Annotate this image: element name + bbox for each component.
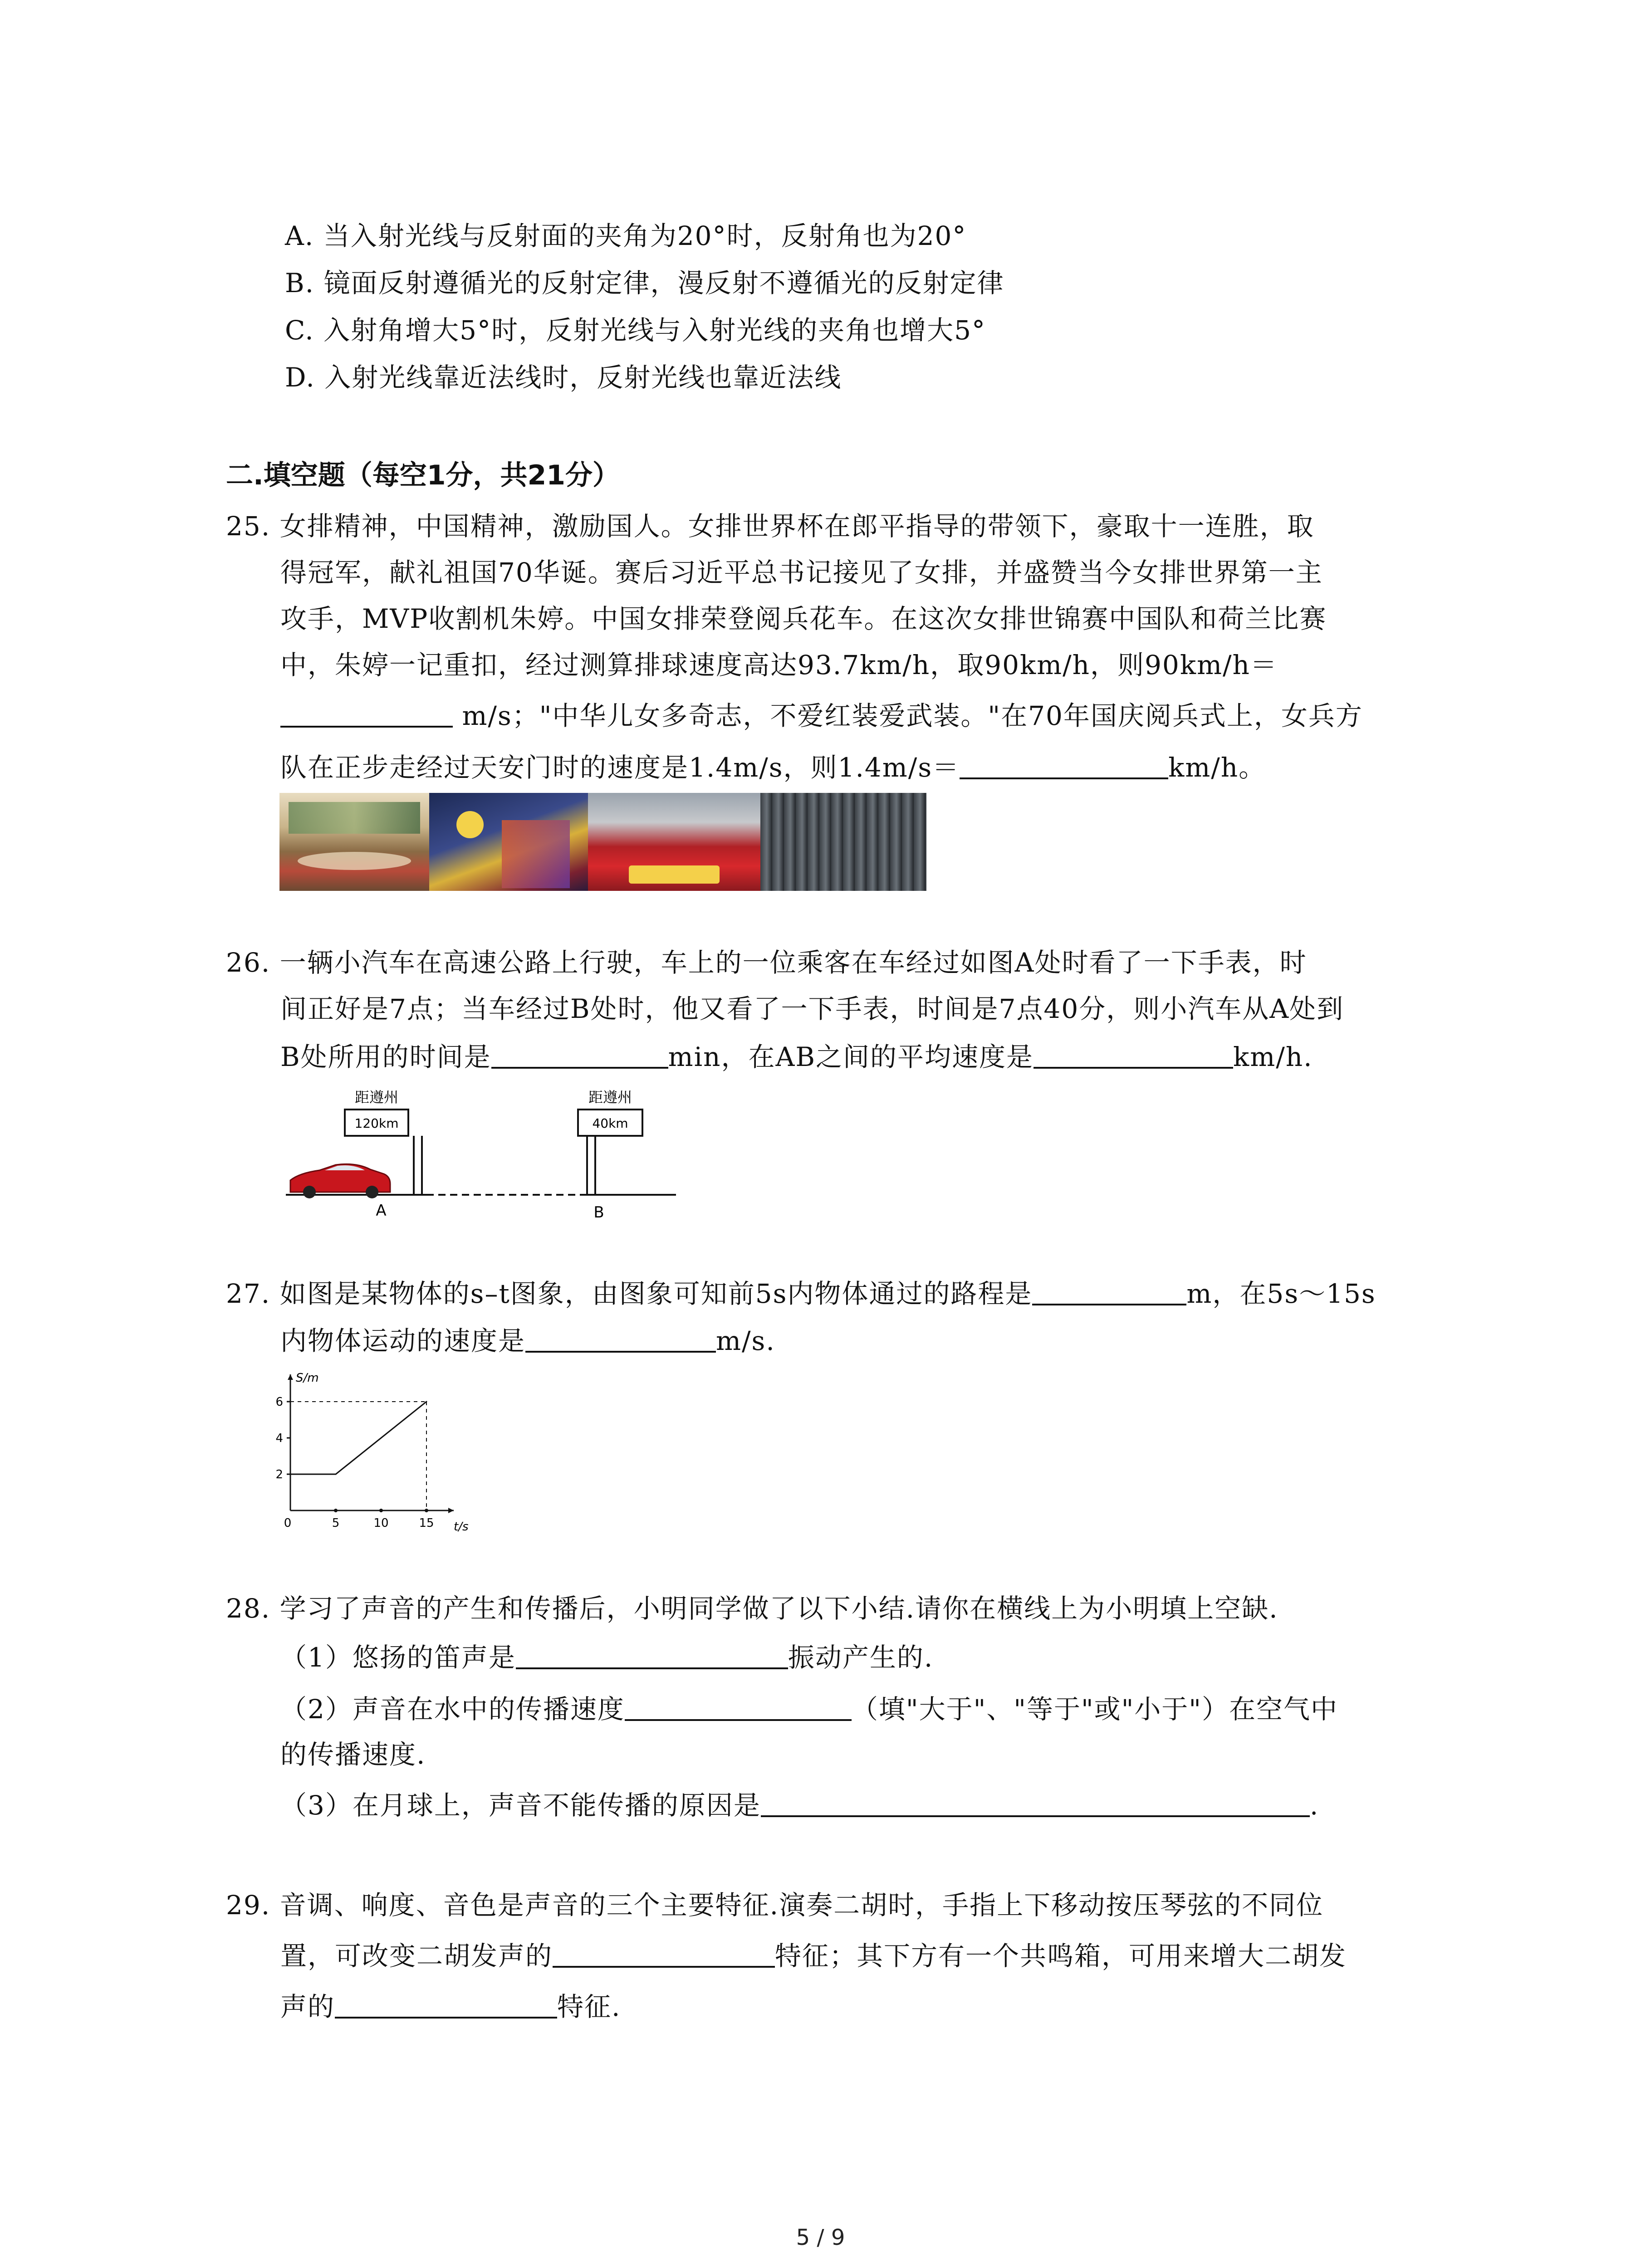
q25-line-5-text: m/s；"中华儿女多奇志，不爱红装爱武装。"在70年国庆阅兵式上，女兵方 xyxy=(462,700,1363,731)
q28-sub-2 xyxy=(280,1691,1338,1727)
q28-sub-1-tail: 振动产生的. xyxy=(788,1642,934,1673)
q28-answer-blank-2[interactable] xyxy=(625,1694,852,1721)
q29-line-2-tail: 特征；其下方有一个共鸣箱，可用来增大二胡发 xyxy=(775,1941,1347,1971)
x-tick-label-5: 5 xyxy=(332,1516,340,1530)
q28-sub-3-tail: . xyxy=(1309,1790,1319,1821)
q28-sub-2-tail: （填"大于"、"等于"或"小于"）在空气中 xyxy=(851,1694,1338,1725)
q28-sub-1-text: （1）悠扬的笛声是 xyxy=(280,1642,516,1673)
q26-line-3-mid: min，在AB之间的平均速度是 xyxy=(668,1041,1034,1072)
q26-answer-blank-1[interactable] xyxy=(491,1041,668,1069)
x-tick-label-10: 10 xyxy=(373,1516,389,1530)
q25-line-6 xyxy=(280,749,1266,786)
q25-line-3: 攻手，MVP收割机朱婷。中国女排荣登阅兵花车。在这次女排世锦赛中国队和荷兰比赛 xyxy=(280,603,1327,634)
q29-answer-blank-2[interactable] xyxy=(335,1991,557,2019)
q29-line-3 xyxy=(280,1989,621,2025)
q29-line-3-tail: 特征. xyxy=(557,1991,621,2022)
q29-line-3-text: 声的 xyxy=(280,1991,335,2022)
q25-line-1: 25. 女排精神，中国精神，激励国人。女排世界杯在郎平指导的带领下，豪取十一连胜，取 xyxy=(226,511,1314,542)
page-number: 5 / 9 xyxy=(796,2225,845,2250)
sign-b-title: 距遵州 xyxy=(588,1089,632,1106)
x-tick-5 xyxy=(334,1509,338,1512)
origin-label: 0 xyxy=(284,1516,292,1530)
photo-parade-float xyxy=(588,793,760,891)
sign-a-distance: 120km xyxy=(354,1116,399,1131)
q27-line-2-text: 内物体运动的速度是 xyxy=(280,1325,526,1356)
q28-sub-1 xyxy=(280,1639,933,1676)
q29-line-1: 29. 音调、响度、音色是声音的三个主要特征.演奏二胡时，手指上下移动按压琴弦的不同位 xyxy=(226,1890,1324,1921)
s-t-graph xyxy=(263,1370,481,1542)
point-b-label: B xyxy=(593,1203,604,1222)
q26-line-1: 26. 一辆小汽车在高速公路上行驶，车上的一位乘客在车经过如图A处时看了一下手表，时 xyxy=(226,947,1307,978)
x-axis-arrow xyxy=(448,1508,454,1513)
q27-line-1-text: 27. 如图是某物体的s–t图象，由图象可知前5s内物体通过的路程是 xyxy=(226,1278,1033,1309)
x-axis-label: t/s xyxy=(454,1520,469,1534)
y-tick-label-6: 6 xyxy=(275,1395,283,1409)
q25-line-4: 中，朱婷一记重扣，经过测算排球速度高达93.7km/h，取90km/h，则90km/h＝ xyxy=(280,650,1278,680)
q28-sub-3 xyxy=(280,1787,1319,1823)
photo-reception-hall xyxy=(279,793,429,891)
data-point-2 xyxy=(426,1401,427,1403)
q25-line-5 xyxy=(280,698,1363,734)
q25-answer-blank-1[interactable] xyxy=(280,700,453,728)
section-title: 二.填空题（每空1分，共21分） xyxy=(226,459,620,491)
sign-a-title: 距遵州 xyxy=(354,1089,399,1106)
option-d: D. 入射光线靠近法线时，反射光线也靠近法线 xyxy=(285,362,842,393)
q28-sub-2-cont: 的传播速度. xyxy=(280,1739,426,1770)
q27-line-1 xyxy=(226,1276,1376,1312)
q25-line-6-text: 队在正步走经过天安门时的速度是1.4m/s，则1.4m/s＝ xyxy=(280,752,960,783)
q26-answer-blank-2[interactable] xyxy=(1034,1041,1233,1069)
q26-line-3-unit: km/h. xyxy=(1233,1041,1313,1072)
sign-b-distance: 40km xyxy=(592,1116,628,1131)
photo-strip xyxy=(279,793,926,891)
q29-line-2-text: 置，可改变二胡发声的 xyxy=(280,1941,553,1971)
q25-line-6-unit: km/h。 xyxy=(1168,752,1266,783)
q26-line-3-text: B处所用的时间是 xyxy=(280,1041,491,1072)
red-car-icon xyxy=(290,1164,390,1198)
point-a-label: A xyxy=(376,1202,387,1220)
q28-sub-3-text: （3）在月球上，声音不能传播的原因是 xyxy=(280,1790,761,1821)
q25-answer-blank-2[interactable] xyxy=(960,752,1168,779)
y-tick-label-4: 4 xyxy=(275,1432,283,1445)
y-tick-label-2: 2 xyxy=(275,1468,283,1481)
q25-line-2: 得冠军，献礼祖国70华诞。赛后习近平总书记接见了女排，并盛赞当今女排世界第一主 xyxy=(280,557,1323,588)
y-axis-arrow xyxy=(288,1374,293,1380)
photo-female-soldiers xyxy=(760,793,926,891)
x-tick-label-15: 15 xyxy=(419,1516,434,1530)
option-b: B. 镜面反射遵循光的反射定律，漫反射不遵循光的反射定律 xyxy=(285,268,1004,298)
q27-line-2-unit: m/s. xyxy=(716,1325,775,1356)
y-axis-label: S/m xyxy=(296,1371,319,1385)
photo-volleyball-spike xyxy=(429,793,588,891)
q27-answer-blank-2[interactable] xyxy=(525,1325,716,1353)
q27-answer-blank-1[interactable] xyxy=(1032,1278,1186,1305)
q29-answer-blank-1[interactable] xyxy=(553,1941,775,1968)
q26-line-3 xyxy=(280,1039,1313,1075)
option-a: A. 当入射光线与反射面的夹角为20°时，反射角也为20° xyxy=(285,220,967,251)
q28-sub-2-text: （2）声音在水中的传播速度 xyxy=(280,1694,625,1725)
data-point-1 xyxy=(335,1474,337,1475)
q28-line-1: 28. 学习了声音的产生和传播后，小明同学做了以下小结.请你在横线上为小明填上空缺. xyxy=(226,1593,1279,1624)
q28-answer-blank-3[interactable] xyxy=(761,1790,1310,1817)
q26-line-2: 间正好是7点；当车经过B处时，他又看了一下手表，时间是7点40分，则小汽车从A处到 xyxy=(280,993,1344,1024)
x-tick-10 xyxy=(379,1509,383,1512)
option-c: C. 入射角增大5°时，反射光线与入射光线的夹角也增大5° xyxy=(285,315,986,346)
q29-line-2 xyxy=(280,1938,1347,1974)
q27-line-2 xyxy=(280,1323,775,1359)
q28-answer-blank-1[interactable] xyxy=(516,1642,788,1669)
data-line xyxy=(290,1402,426,1474)
q27-line-1-tail: m，在5s～15s xyxy=(1186,1278,1376,1309)
data-point-0 xyxy=(290,1474,291,1475)
highway-sign-figure xyxy=(281,1084,690,1225)
